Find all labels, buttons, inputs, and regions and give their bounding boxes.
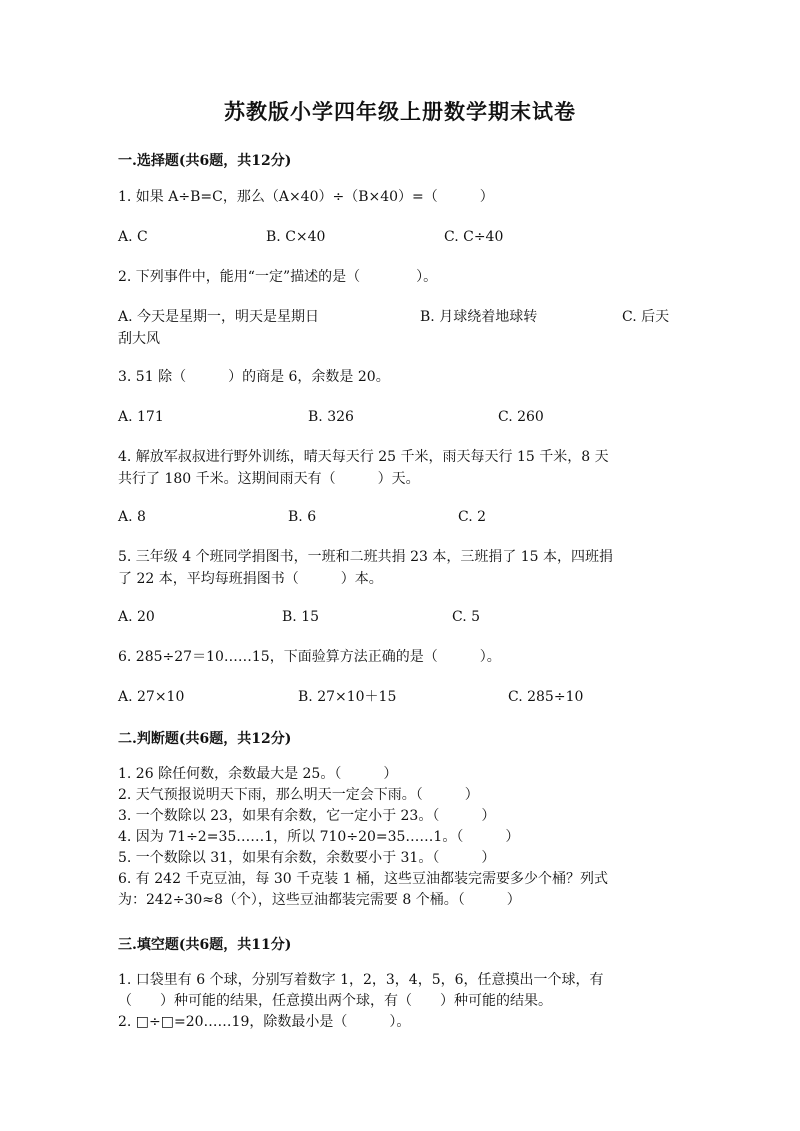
question-4-line-1: 4. 解放军叔叔进行野外训练，晴天每天行 25 千米，雨天每天行 15 千米，8 天 <box>118 449 609 465</box>
option-c: C. 2 <box>458 509 487 525</box>
option-b: B. 月球绕着地球转 <box>420 309 538 325</box>
option-b: B. 326 <box>308 409 354 425</box>
option-c: C. C÷40 <box>444 229 504 245</box>
option-b: B. 6 <box>288 509 317 525</box>
option-b: B. C×40 <box>266 229 326 245</box>
question-2-option-c-continued: 刮大风 <box>118 331 160 347</box>
question-2: 2. 下列事件中，能用“一定”描述的是（ ）。 <box>118 269 438 285</box>
list-item: 6. 有 242 千克豆油，每 30 千克装 1 桶，这些豆油都装完需要多少个桶？列式 <box>118 871 608 887</box>
option-c: C. 285÷10 <box>508 689 584 705</box>
option-a: A. C <box>118 229 148 245</box>
list-item: 2. □÷□=20……19，除数最小是（ ）。 <box>118 1014 411 1030</box>
list-item: 5. 一个数除以 31，如果有余数，余数要小于 31。（ ） <box>118 850 496 866</box>
option-c: C. 5 <box>452 609 481 625</box>
section-heading-true-false: 二.判断题(共6题，共12分) <box>118 731 292 747</box>
list-item: 2. 天气预报说明天下雨，那么明天一定会下雨。（ ） <box>118 787 479 803</box>
list-item: （ ）种可能的结果，任意摸出两个球，有（ ）种可能的结果。 <box>118 993 552 1009</box>
section-heading-choice: 一.选择题(共6题，共12分) <box>118 153 292 169</box>
question-4-options <box>118 506 678 528</box>
list-item: 3. 一个数除以 23，如果有余数，它一定小于 23。（ ） <box>118 808 496 824</box>
list-item: 1. 26 除任何数，余数最大是 25。（ ） <box>118 766 398 782</box>
list-item: 4. 因为 71÷2=35……1，所以 710÷20=35……1。（ ） <box>118 829 520 845</box>
option-a: A. 27×10 <box>118 689 185 705</box>
list-item: 1. 口袋里有 6 个球，分别写着数字 1，2，3，4，5，6，任意摸出一个球，有 <box>118 972 604 988</box>
page-title: 苏教版小学四年级上册数学期末试卷 <box>224 99 576 124</box>
list-item: 为：242÷30≈8（个），这些豆油都装完需要 8 个桶。（ ） <box>118 892 521 908</box>
section-heading-fill-blank: 三.填空题(共6题，共11分) <box>118 937 292 953</box>
question-3: 3. 51 除（ ）的商是 6，余数是 20。 <box>118 369 390 385</box>
question-6: 6. 285÷27＝10……15，下面验算方法正确的是（ ）。 <box>118 649 501 665</box>
question-4-line-2: 共行了 180 千米。这期间雨天有（ ）天。 <box>118 471 420 487</box>
question-1-options <box>118 226 678 248</box>
question-5-options <box>118 606 678 628</box>
question-2-options <box>118 306 678 328</box>
question-5-line-2: 了 22 本，平均每班捐图书（ ）本。 <box>118 571 383 587</box>
option-b: B. 15 <box>282 609 320 625</box>
question-3-options <box>118 406 678 428</box>
option-a: A. 171 <box>118 409 164 425</box>
option-b: B. 27×10＋15 <box>298 689 397 705</box>
option-a: A. 8 <box>118 509 146 525</box>
question-5 <box>118 546 674 590</box>
question-6-options <box>118 686 678 708</box>
option-a: A. 20 <box>118 609 155 625</box>
question-5-line-1: 5. 三年级 4 个班同学捐图书，一班和二班共捐 23 本，三班捐了 15 本，四班捐 <box>118 549 614 565</box>
question-1: 1. 如果 A÷B=C，那么（A×40）÷（B×40）=（ ） <box>118 189 494 205</box>
option-a: A. 今天是星期一，明天是星期日 <box>118 309 320 325</box>
true-false-list <box>118 764 678 911</box>
fill-blank-list <box>118 970 678 1033</box>
option-c: C. 260 <box>498 409 544 425</box>
option-c: C. 后天 <box>622 309 670 325</box>
question-4 <box>118 446 674 490</box>
